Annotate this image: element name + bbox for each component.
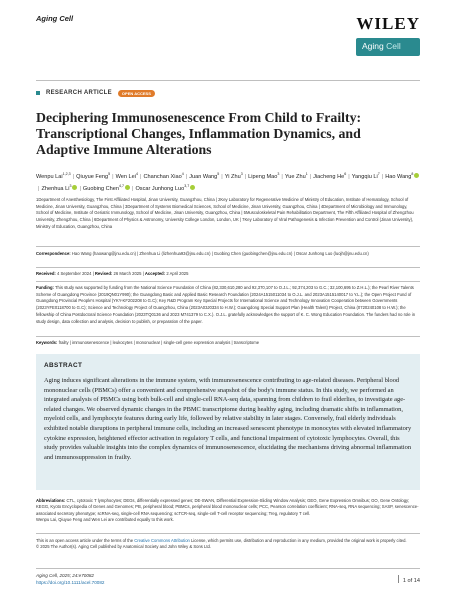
author-name[interactable]: Chanchan Xiao$^4$ [143,172,184,180]
author-name[interactable]: Guobing Chen$^{4,7}$ [83,186,130,192]
footer-citation: Aging Cell, 2025; 24:e70082 [36,573,94,578]
article-title: Deciphering Immunosenescence From Child to Frailty: Transcriptional Changes, Inflammation Dynamics, and Adaptive Immune Alterations [36,110,362,157]
author-separator: | [72,173,75,180]
keywords-text: frailty | immunosenescence | leukocytes | mononuclear | single-cell gene expression analysis | transcriptome [58,340,260,345]
author-name[interactable]: Jiacheng He$^6$ [313,172,347,180]
author-separator: | [281,173,283,180]
article-type-marker [36,91,40,95]
header-divider [36,80,420,81]
license-text-start: This is an open access article under the terms of the [36,538,134,543]
author-separator: | [79,185,81,192]
author-list [36,170,420,194]
author-affiliation-index: 8 [411,172,414,176]
article-type-row [36,88,155,98]
funding-statement [36,285,420,325]
affiliations: 1Department of Anesthesiology, The First Affiliated Hospital, Jinan University, Guangzhou, China | 2Key Laboratory for Regenerative Medicine of Ministry of Education, Institute of Hematology, School of Medicine, Jinan University, Guangzhou, China | 3Department of Systems Biomedical Sciences, School of Medicine, Jinan University, Guangzhou, China | 4Department of Microbiology and Immunology, School of Medicine, Institute of Geriatric Immunology, School of Medicine, Jinan University, Guangzhou, China | 5Musculoskeletal Pain Rehabilitation Department, The Fifth Affiliated Hospital of Zhengzhou University, Zhengzhou, China | 6Department of Physics & Astronomy, University College London, London, UK | 7Key Laboratory of Viral Pathogenesis & Infection Prevention and Control (Jinan University), Ministry of Education, Guangzhou, China [36,197,414,229]
received-date: 4 September 2024 [56,271,92,276]
accepted-date: 2 April 2025 [166,271,189,276]
page-number [394,575,420,584]
correspondence [36,251,420,258]
author-name[interactable]: Yi Zhu$^3$ [224,172,243,180]
author-affiliation-index: 3 [69,183,72,188]
author-separator: | [244,173,247,180]
brand-text-cell: Cell [386,41,401,51]
orcid-icon[interactable] [190,185,195,190]
correspondence-label: Correspondence: [36,251,71,256]
keywords-label: Keywords: [36,340,58,345]
abbreviations-label: Abbreviations: [36,498,66,503]
author-name[interactable]: Wenpu Lai$^{1,2,3}$ [36,172,71,180]
author-separator: | [140,173,142,180]
author-name[interactable]: Yue Zhu$^1$ [284,172,308,180]
author-affiliation-index: 7 [377,172,380,176]
abstract-text: Aging induces significant alterations in the immune system, with immunosenescence contributing to age-related diseases. Peripheral blood mononuclear cells (PBMCs) offer a convenient and comprehensive snapshot of the body's immune status. In this study, we performed an integrated analysis of PBMCs using both bulk-cell and single-cell RNA-seq data, spanning from children to frail elderlies, to investigate age-related changes. We observed dynamic changes in the PBMC transcriptome during healthy aging, including dramatic shifts in inflammation, myeloid cells, and lymphocyte features during early life, followed by relative stability in later stages. Conversely, frail elderly individuals exhibited notable disruptions in peripheral immune cells, including an increased senescent phenotype in monocytes with elevated inflammatory cytokine expression, heightened effector activation in regulatory T cells, and functional impairment of cytotoxic lymphocytes. Overall, this study provides valuable insights into the complex dynamics of immunosenescence, elucidating the mechanisms driving abnormal inflammation and immunosuppression in frailty. [44,377,412,461]
license-link[interactable]: Creative Commons Attribution [134,538,190,543]
article-dates: Received: 4 September 2024 | Revised: 26 March 2025 | Accepted: 2 April 2025 [36,271,189,276]
copyright: © 2025 The Author(s). Aging Cell published by Anatomical Society and John Wiley & Sons Ltd. [36,544,212,550]
orcid-icon[interactable] [72,185,77,190]
license-divider [36,533,420,534]
author-affiliation-index: 6 [344,172,347,176]
revised-label: Revised: [94,271,113,276]
page-footer [36,572,420,590]
abbreviations-text: CTL, cytotoxic T lymphocytes; DEGs, differentially expressed genes; DE-SWAN, Differential Expression-Sliding Window Analysis; GEO, Gene Expression Omnibus; GO, Gene Ontology; KEGG, Kyoto Encyclopedia of Genes and Genomes; PB, peripheral blood; PBMCs, peripheral blood mononuclear cells; PCC, Pearson correlation coefficient; RNA-seq, RNA sequencing; SASP, senescence-associated secretory phenotype; scRNA-seq, single-cell RNA sequencing; scTCR-seq, single-cell T-cell receptor sequencing; Treg, regulatory T cell. [36,498,419,516]
abstract-panel [36,354,420,490]
author-affiliation-index: 1 [305,172,308,176]
brand-text-aging: Aging [362,41,384,51]
author-affiliation-index: 3 [240,172,243,176]
dates-divider [36,281,420,282]
correspondence-emails[interactable]: Hao Wang (haowang@jnu.edu.cn) | Zhenhua Li (lizhenhua93@jnu.edu.cn) | Guobing Chen (guobingchen@jnu.edu.cn) | Oscar Junhong Luo (luojh@jnu.edu.cn) [71,251,369,256]
accepted-label: Accepted: [144,271,166,276]
license-text-end: License, which permits use, distribution and reproduction in any medium, provided the original work is properly cited. [191,538,407,543]
author-name[interactable]: Lipeng Mao$^3$ [248,172,280,180]
funding-label: Funding: [36,285,54,290]
author-separator: | [221,173,223,180]
author-name[interactable]: Qiuyue Feng$^5$ [76,172,111,180]
revised-date: 26 March 2025 [113,271,142,276]
author-affiliation-index: 4 [181,172,184,176]
author-affiliation-index: 3 [277,172,280,176]
author-name[interactable]: Juan Wang$^5$ [189,172,220,180]
author-separator: | [131,185,134,192]
orcid-icon[interactable] [125,185,130,190]
author-name[interactable]: Oscar Junhong Luo$^{3,7}$ [135,186,195,192]
author-name[interactable]: Wen Lei$^4$ [115,172,139,180]
author-affiliation-index: 5 [108,172,111,176]
author-separator: | [348,173,350,180]
received-label: Received: [36,271,56,276]
footer-doi-link[interactable]: https://doi.org/10.1111/acel.70082 [36,580,105,585]
author-name[interactable]: Hao Wang$^8$ [385,174,419,180]
author-separator: | [38,185,40,192]
author-affiliation-index: 3,7 [184,183,190,188]
author-affiliation-index: 5 [217,172,220,176]
journal-name: Aging Cell [36,14,74,23]
author-affiliation-index: 1,2,3 [62,172,71,176]
affiliation-divider [36,246,420,247]
license-statement [36,538,420,551]
abbreviations [36,498,420,524]
author-separator: | [185,173,188,180]
article-type: RESEARCH ARTICLE [46,90,112,96]
author-separator: | [381,173,384,180]
keywords [36,340,420,347]
publisher-logo[interactable]: WILEY [356,14,420,33]
author-affiliation-index: 4 [136,172,139,176]
footer-divider [36,568,420,569]
author-name[interactable]: Yangqiu Li$^7$ [351,172,380,180]
page-count: 1 of 14 [402,578,420,584]
correspondence-divider [36,267,420,268]
funding-text: This study was supported by funding from the National Science Foundation of China (82,330,610,280 and 92,370,107 to O.J.L.; 92,374,203 to G.C.; 32,100,695 to Z.H.L.); the Pearl River Talents Scheme of Guangdong Province (2019QN01Y990); the Guangdong Basic and Applied Basic Research Foundation (2024A1515011034 to O.J.L. and 2023A1515140017 to Y.L.); the Open Project Fund of Guangdong Provincial People's Hospital (YKY-KF202208 to G.C); Key R&D Program Key Special Projects for International Science and Technology Innovation Cooperation between Governments (2023YFE0118700 to G.C); Science and Technology Project of Guangzhou, China (2023A03J0334 to H.W.); Guangdong Special Support Plan (Health Talent) Project, China (0720240108 to H.W.); the fellowship of China Postdoctoral Science Foundation (2023TQ0136 and 2023 M741379 to C.X.). O.J.L. gratefully acknowledges the support of K. C. Wong Education Foundation. The funders had no role in study design, data collection and analysis, decision to publish, or preparation of the paper. [36,285,416,324]
author-name[interactable]: Zhenhua Li$^3$ [41,186,77,192]
author-separator: | [112,173,114,180]
equal-contribution-note: Wenpu Lai, Qiuyue Feng and Wen Lei are contributed equally to this work. [36,517,174,523]
journal-brand-logo[interactable] [356,38,420,56]
author-affiliation-index: 4,7 [118,183,124,188]
funding-divider [36,336,420,337]
orcid-icon[interactable] [414,173,419,178]
author-separator: | [309,173,312,180]
abstract-heading: ABSTRACT [44,362,83,369]
open-access-badge[interactable]: OPEN ACCESS [118,90,155,97]
